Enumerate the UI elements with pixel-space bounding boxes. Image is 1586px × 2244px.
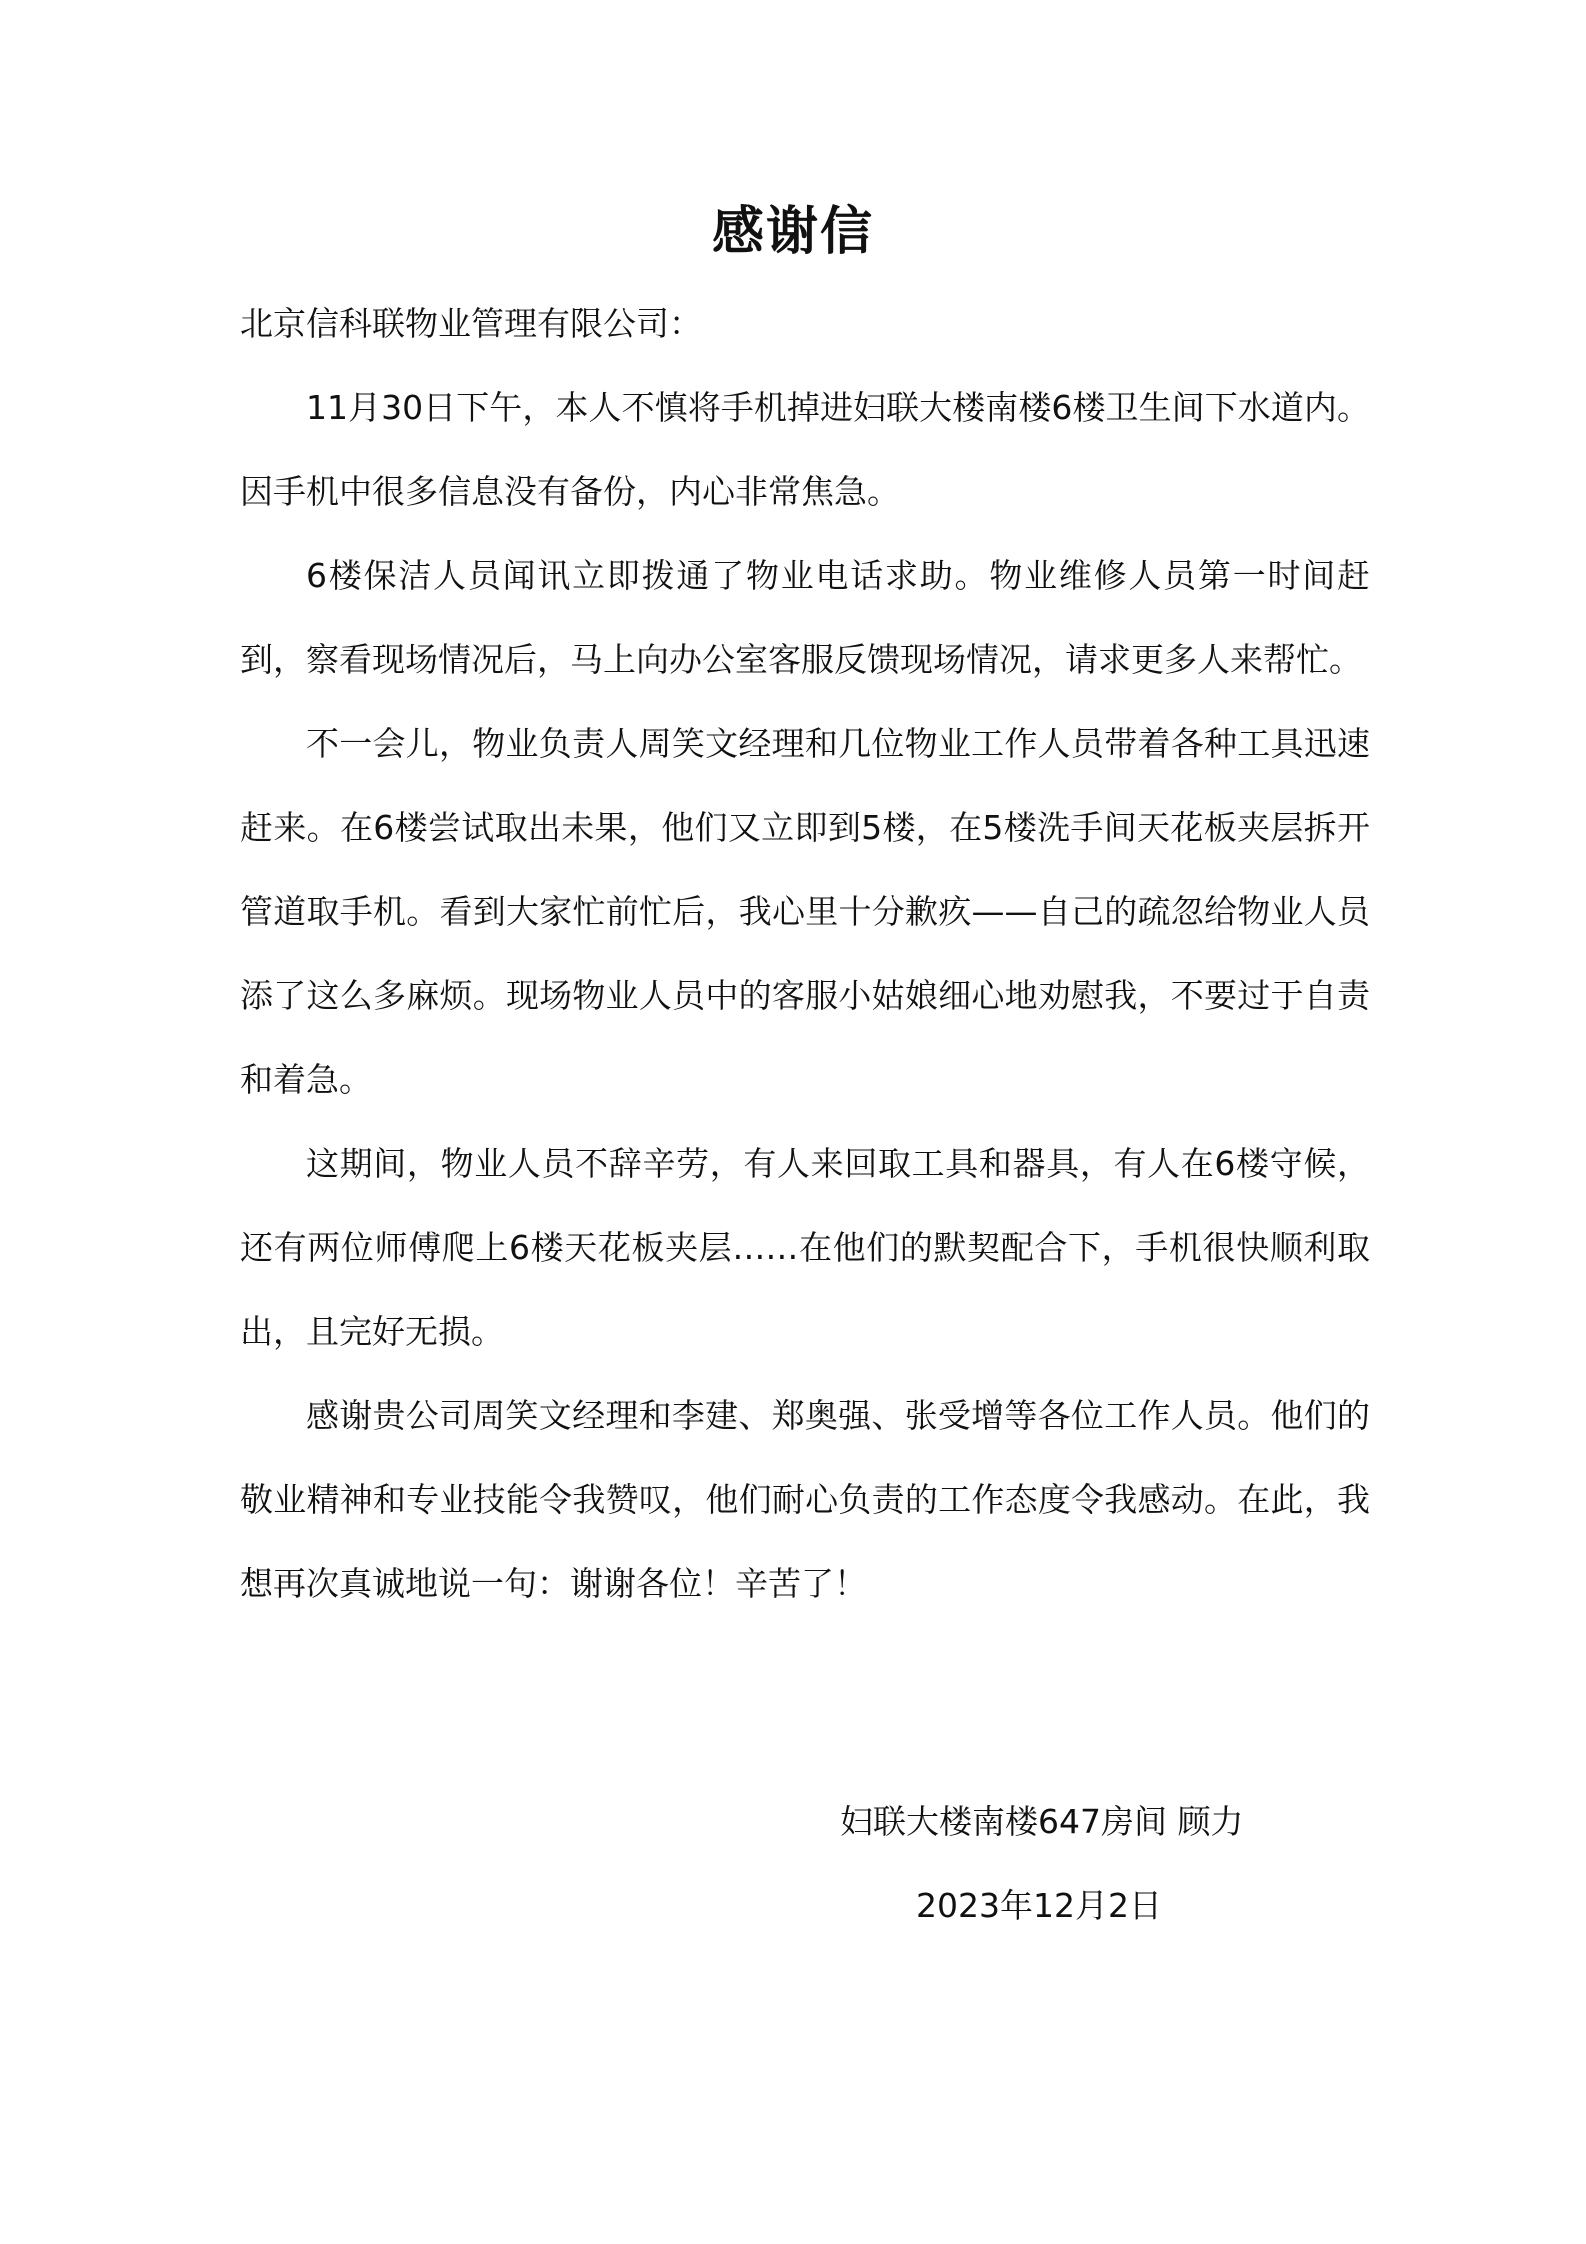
letter-date: 2023年12月2日 xyxy=(916,1886,1162,1925)
letter-paragraph-2: 6楼保洁人员闻讯立即拨通了物业电话求助。物业维修人员第一时间赶到，察看现场情况后，马上向办公室客服反馈现场情况，请求更多人来帮忙。 xyxy=(240,556,1370,679)
letter-signature: 妇联大楼南楼647房间 顾力 xyxy=(840,1802,1244,1841)
letter-paragraph-4: 这期间，物业人员不辞辛劳，有人来回取工具和器具，有人在6楼守候，还有两位师傅爬上6楼天花板夹层……在他们的默契配合下，手机很快顺利取出，且完好无损。 xyxy=(240,1144,1370,1351)
letter-paragraph-1: 11月30日下午，本人不慎将手机掉进妇联大楼南楼6楼卫生间下水道内。因手机中很多信息没有备份，内心非常焦急。 xyxy=(240,388,1370,511)
letter-paragraph-5: 感谢贵公司周笑文经理和李建、郑奥强、张受增等各位工作人员。他们的敬业精神和专业技能令我赞叹，他们耐心负责的工作态度令我感动。在此，我想再次真诚地说一句：谢谢各位！辛苦了！ xyxy=(240,1396,1370,1603)
letter-title: 感谢信 xyxy=(711,202,874,262)
letter-body xyxy=(240,282,1370,1626)
letter-salutation: 北京信科联物业管理有限公司： xyxy=(240,304,702,343)
letter-paragraph-3: 不一会儿，物业负责人周笑文经理和几位物业工作人员带着各种工具迅速赶来。在6楼尝试取出未果，他们又立即到5楼，在5楼洗手间天花板夹层拆开管道取手机。看到大家忙前忙后，我心里十分歉疚——自己的疏忽给物业人员添了这么多麻烦。现场物业人员中的客服小姑娘细心地劝慰我，不要过于自责和着急。 xyxy=(240,724,1370,1099)
